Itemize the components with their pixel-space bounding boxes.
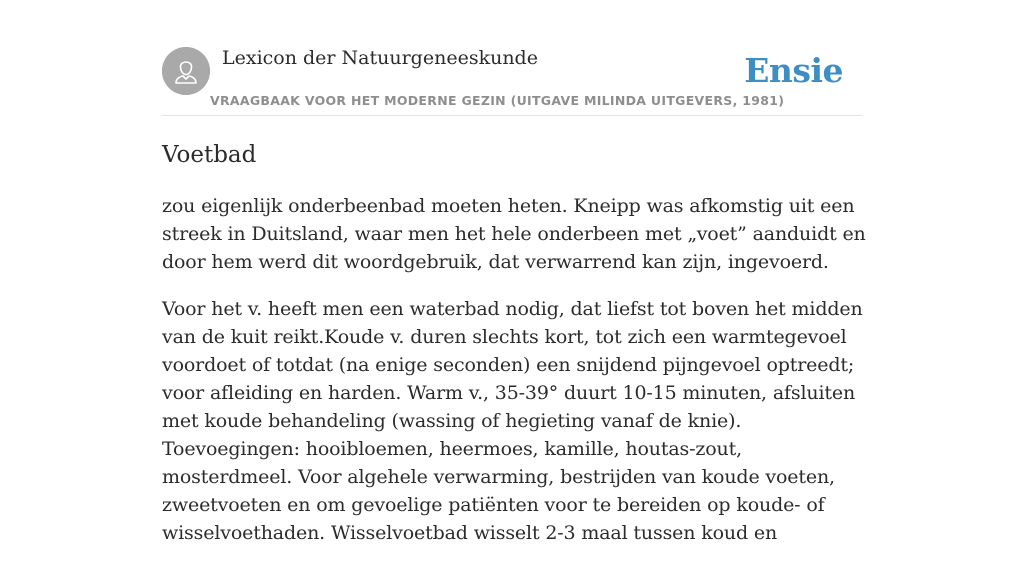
article-paragraph: zou eigenlijk onderbeenbad moeten heten. Kneipp was afkomstig uit een streek in Duitsland, waar men het hele onderbeen met „voet” aanduidt en door hem werd dit woordgebruik, dat verwarrend kan zijn, ingevoerd. [162, 195, 866, 273]
article-paragraph: Voor het v. heeft men een waterbad nodig, dat liefst tot boven het midden van de kuit reikt.Koude v. duren slechts kort, tot zich een warmtegevoel voordoet of totdat (na enige seconden) een snijdend pijngevoel optreedt; voor afleiding en harden. Warm v., 35-39° duurt 10-15 minuten, afsluiten met koude behandeling (wassing of hegieting vanaf de knie). Toevoegingen: hooibloemen, heermoes, kamille, houtas-zout, mosterdmeel. Voor algehele verwarming, bestrijden van koude voeten, zweetvoeten en om gevoelige patiënten voor te bereiden op koude- of wisselvoethaden. Wisselvoetbad wisselt 2-3 maal tussen koud en [162, 298, 863, 544]
source-title[interactable]: Lexicon der Natuurgeneeskunde [222, 47, 538, 69]
article-title: Voetbad [162, 142, 257, 168]
article-body [162, 192, 866, 566]
source-subtitle: VRAAGBAAK VOOR HET MODERNE GEZIN (UITGAVE MILINDA UITGEVERS, 1981) [210, 93, 785, 108]
user-avatar-icon[interactable] [162, 47, 210, 95]
source-header [162, 46, 862, 116]
brand-logo[interactable]: Ensie [744, 51, 843, 90]
